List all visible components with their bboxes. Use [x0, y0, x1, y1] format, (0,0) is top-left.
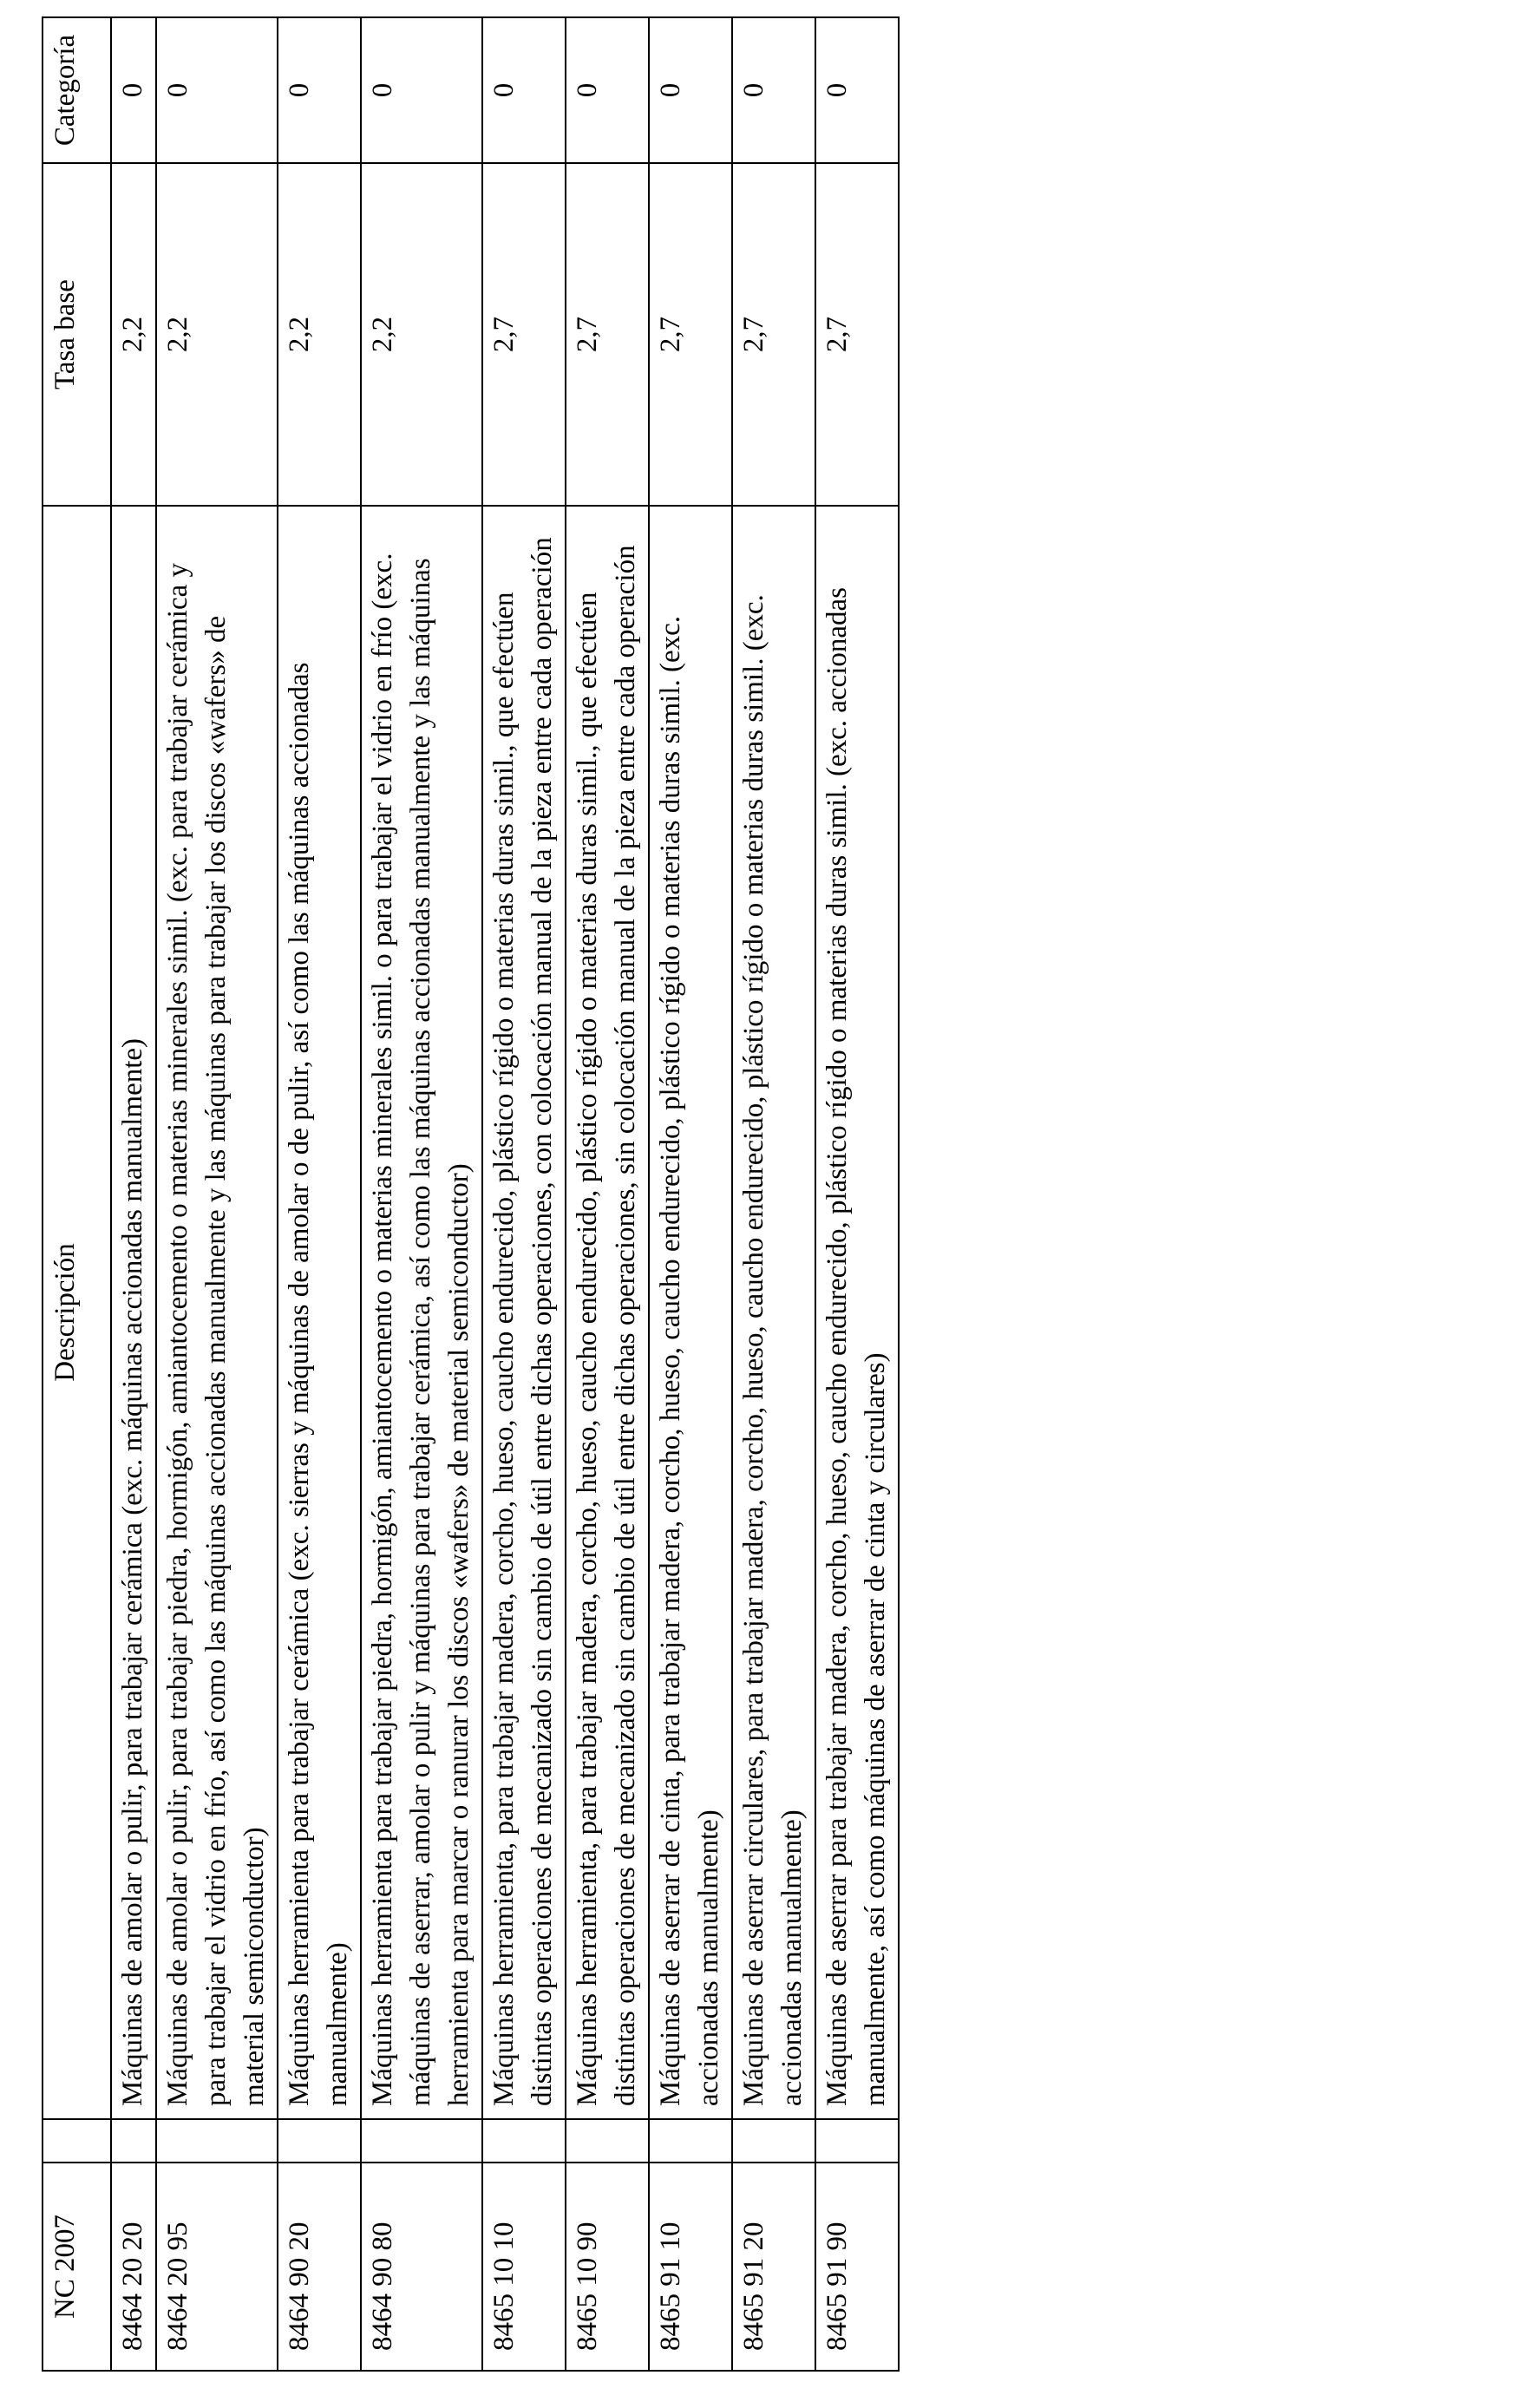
row-category: 0 — [111, 17, 156, 163]
row-category: 0 — [732, 17, 815, 163]
row-description: Máquinas de aserrar para trabajar madera, corcho, hueso, caucho endurecido, plástico rígido o materias duras simil. (exc. accionadas manualmente, así como máquinas de aserrar de cinta y circulares) — [815, 506, 899, 2119]
row-code: 8465 10 90 — [566, 2163, 649, 2371]
row-category: 0 — [156, 17, 278, 163]
table-row — [732, 17, 815, 2371]
row-description: Máquinas de aserrar de cinta, para trabajar madera, corcho, hueso, caucho endurecido, plástico rígido o materias duras simil. (exc. accionadas manualmente) — [649, 506, 732, 2119]
row-category: 0 — [566, 17, 649, 163]
row-rate: 2,7 — [649, 163, 732, 506]
row-gap — [649, 2119, 732, 2163]
row-rate: 2,7 — [482, 163, 566, 506]
row-code: 8464 90 20 — [278, 2163, 361, 2371]
row-code: 8464 90 80 — [361, 2163, 482, 2371]
row-gap — [361, 2119, 482, 2163]
table-header-row — [43, 17, 111, 2371]
row-rate: 2,2 — [278, 163, 361, 506]
row-description: Máquinas herramienta, para trabajar madera, corcho, hueso, caucho endurecido, plástico rígido o materias duras simil., que efectúen distintas operaciones de mecanizado sin cambio de útil entre dichas operaciones, sin colocación manual de la pieza entre cada operación — [566, 506, 649, 2119]
row-gap — [566, 2119, 649, 2163]
header-category: Categoría — [43, 17, 111, 163]
table-row — [566, 17, 649, 2371]
row-gap — [156, 2119, 278, 2163]
row-category: 0 — [649, 17, 732, 163]
row-rate: 2,2 — [111, 163, 156, 506]
row-description: Máquinas herramienta, para trabajar madera, corcho, hueso, caucho endurecido, plástico rígido o materias duras simil., que efectúen distintas operaciones de mecanizado sin cambio de útil entre dichas operaciones, con colocación manual de la pieza entre cada operación — [482, 506, 566, 2119]
row-code: 8465 91 90 — [815, 2163, 899, 2371]
row-rate: 2,7 — [815, 163, 899, 506]
table-row — [278, 17, 361, 2371]
row-gap — [732, 2119, 815, 2163]
row-description: Máquinas de amolar o pulir, para trabajar piedra, hormigón, amiantocemento o materias minerales simil. (exc. para trabajar cerámica y para trabajar el vidrio en frío, así como las máquinas accionadas manualmente y las máquinas para trabajar los discos «wafers» de material semiconductor) — [156, 506, 278, 2119]
row-category: 0 — [815, 17, 899, 163]
header-rate: Tasa base — [43, 163, 111, 506]
row-description: Máquinas de amolar o pulir, para trabajar cerámica (exc. máquinas accionadas manualmente) — [111, 506, 156, 2119]
row-code: 8465 91 10 — [649, 2163, 732, 2371]
tariff-table — [42, 16, 900, 2372]
row-category: 0 — [278, 17, 361, 163]
row-gap — [815, 2119, 899, 2163]
header-gap — [43, 2119, 111, 2163]
row-rate: 2,7 — [732, 163, 815, 506]
row-rate: 2,2 — [156, 163, 278, 506]
table-row — [156, 17, 278, 2371]
row-description: Máquinas de aserrar circulares, para trabajar madera, corcho, hueso, caucho endurecido, plástico rígido o materias duras simil. (exc. accionadas manualmente) — [732, 506, 815, 2119]
table-row — [482, 17, 566, 2371]
row-gap — [111, 2119, 156, 2163]
row-category: 0 — [482, 17, 566, 163]
row-description: Máquinas herramienta para trabajar cerámica (exc. sierras y máquinas de amolar o de pulir, así como las máquinas accionadas manualmente) — [278, 506, 361, 2119]
row-code: 8464 20 95 — [156, 2163, 278, 2371]
row-rate: 2,2 — [361, 163, 482, 506]
row-code: 8465 10 10 — [482, 2163, 566, 2371]
row-code: 8465 91 20 — [732, 2163, 815, 2371]
header-description: Descripción — [43, 506, 111, 2119]
row-rate: 2,7 — [566, 163, 649, 506]
row-category: 0 — [361, 17, 482, 163]
row-code: 8464 20 20 — [111, 2163, 156, 2371]
table-row — [361, 17, 482, 2371]
table-row — [815, 17, 899, 2371]
table-row — [111, 17, 156, 2371]
rotated-table-container — [42, 18, 1109, 2372]
row-gap — [278, 2119, 361, 2163]
row-gap — [482, 2119, 566, 2163]
table-row — [649, 17, 732, 2371]
header-code: NC 2007 — [43, 2163, 111, 2371]
row-description: Máquinas herramienta para trabajar piedra, hormigón, amiantocemento o materias minerales simil. o para trabajar el vidrio en frío (exc. máquinas de aserrar, amolar o pulir y máquinas para trabajar cerámica, así como las máquinas accionadas manualmente y las máquinas herramienta para marcar o ranurar los discos «wafers» de material semiconductor) — [361, 506, 482, 2119]
